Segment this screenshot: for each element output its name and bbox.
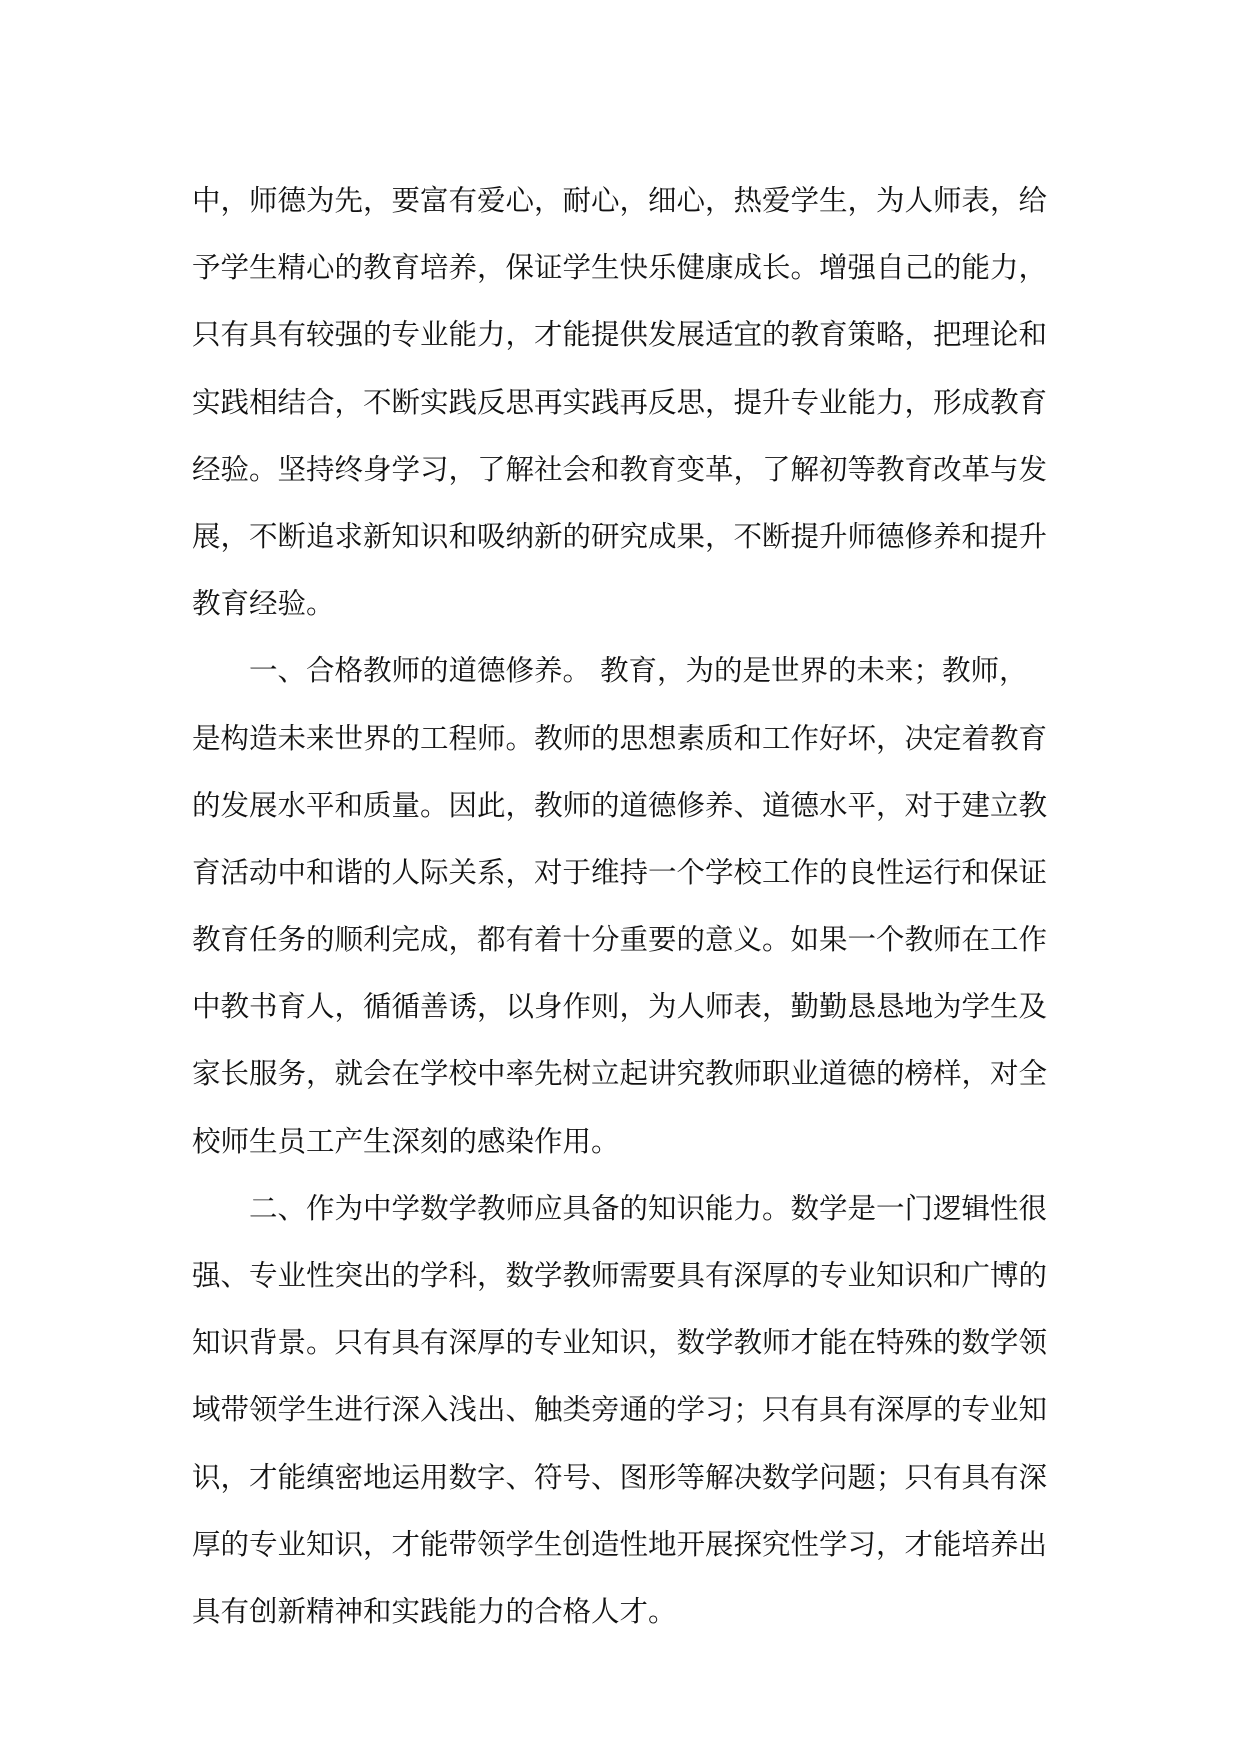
section-heading-line: 二、作为中学数学教师应具备的知识能力。数学是一门逻辑性很: [249, 1191, 1048, 1225]
text-line: 教育经验。: [192, 587, 335, 621]
text-line: 中，师德为先，要富有爱心，耐心，细心，热爱学生，为人师表，给: [192, 184, 1048, 217]
text-line: 知识背景。只有具有深厚的专业知识，数学教师才能在特殊的数学领: [192, 1326, 1048, 1360]
text-line: 具有创新精神和实践能力的合格人才。: [192, 1594, 677, 1628]
text-line: 是构造未来世界的工程师。教师的思想素质和工作好坏，决定着教育: [192, 721, 1048, 755]
text-line: 育活动中和谐的人际关系，对于维持一个学校工作的良性运行和保证: [192, 855, 1048, 889]
text-line: 校师生员工产生深刻的感染作用。: [192, 1124, 620, 1158]
text-line: 域带领学生进行深入浅出、触类旁通的学习；只有具有深厚的专业知: [192, 1393, 1048, 1427]
text-line: 实践相结合，不断实践反思再实践再反思，提升专业能力，形成教育: [192, 385, 1048, 419]
text-line: 只有具有较强的专业能力，才能提供发展适宜的教育策略，把理论和: [192, 318, 1048, 352]
body-text: [192, 167, 1052, 1645]
text-line: 经验。坚持终身学习，了解社会和教育变革，了解初等教育改革与发: [192, 452, 1048, 486]
text-line: 中教书育人，循循善诱，以身作则，为人师表，勤勤恳恳地为学生及: [192, 990, 1048, 1024]
text-line: 家长服务，就会在学校中率先树立起讲究教师职业道德的榜样，对全: [192, 1057, 1048, 1091]
text-line: 展，不断追求新知识和吸纳新的研究成果，不断提升师德修养和提升: [192, 519, 1048, 553]
text-line: 予学生精心的教育培养，保证学生快乐健康成长。增强自己的能力，: [192, 251, 1048, 285]
text-line: 强、专业性突出的学科，数学教师需要具有深厚的专业知识和广博的: [192, 1259, 1048, 1292]
text-line: 的发展水平和质量。因此，教师的道德修养、道德水平，对于建立教: [192, 788, 1048, 822]
section-heading-line: 一、合格教师的道德修养。 教育，为的是世界的未来；教师，: [249, 654, 1028, 688]
text-line: 教育任务的顺利完成，都有着十分重要的意义。如果一个教师在工作: [192, 923, 1048, 957]
text-line: 厚的专业知识，才能带领学生创造性地开展探究性学习，才能培养出: [192, 1527, 1048, 1561]
text-line: 识，才能缜密地运用数字、符号、图形等解决数学问题；只有具有深: [192, 1460, 1048, 1494]
